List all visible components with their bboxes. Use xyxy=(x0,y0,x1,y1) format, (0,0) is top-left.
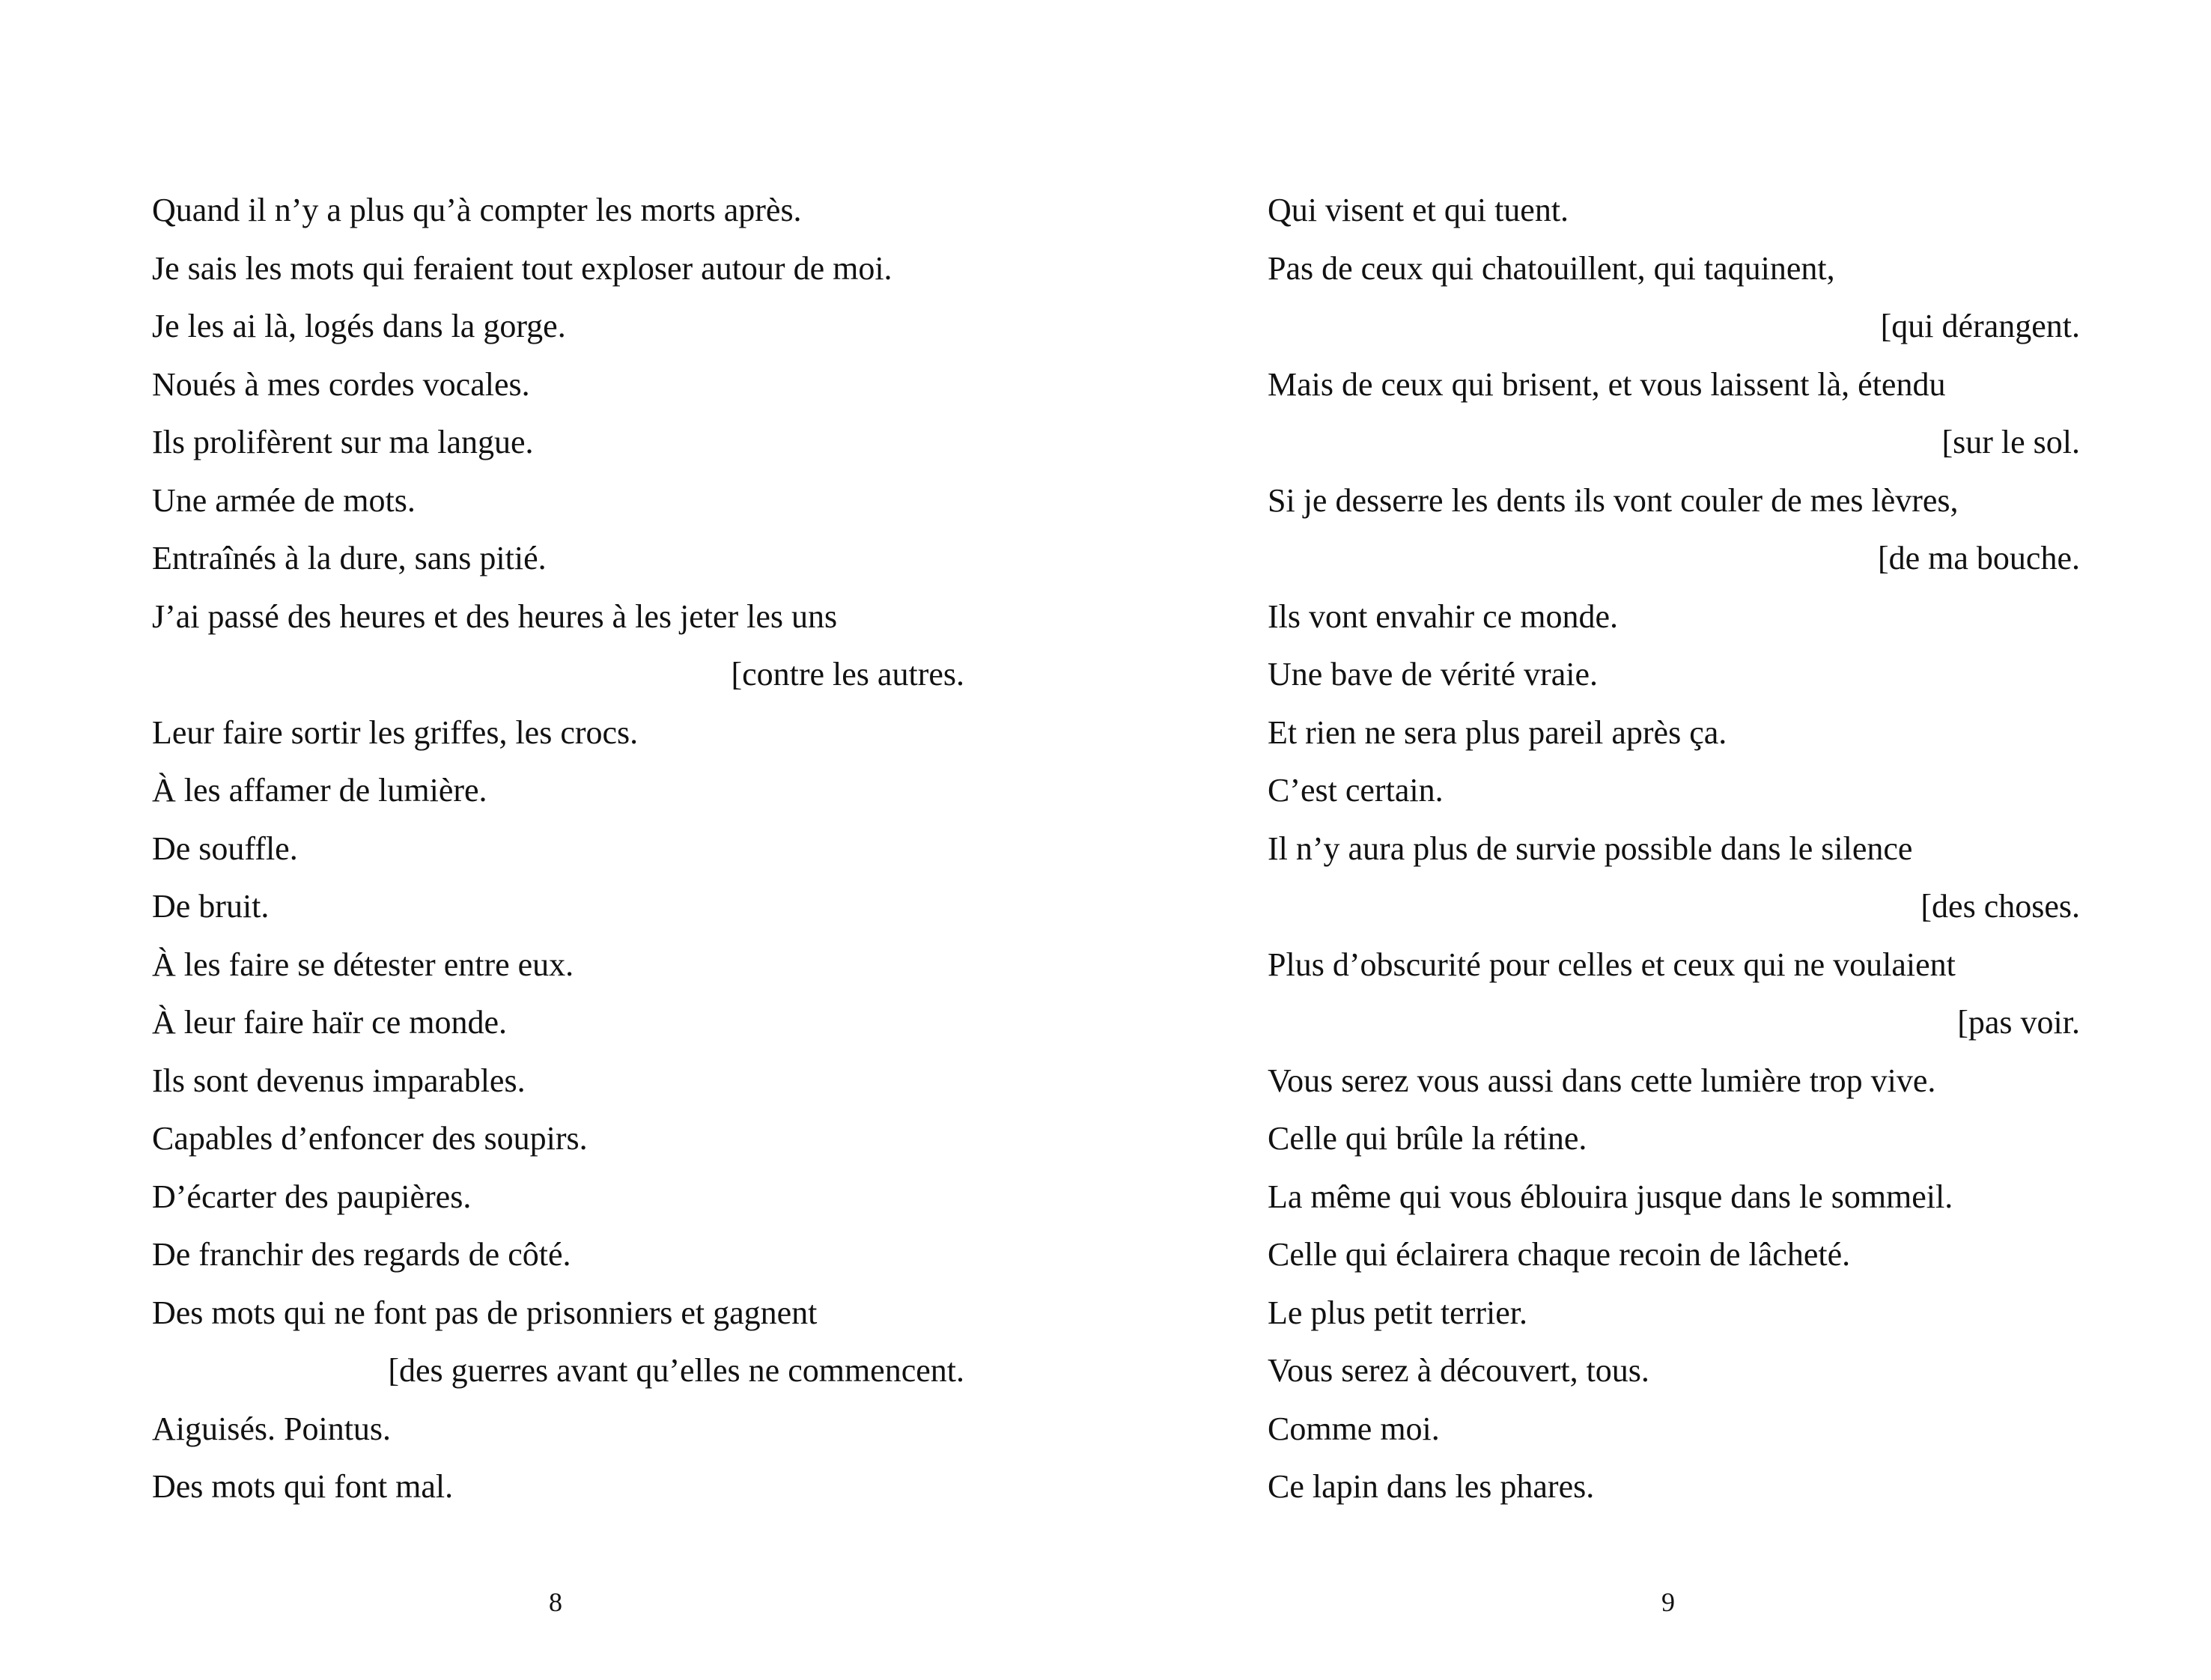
verse-continuation: [qui dérangent. xyxy=(1880,308,2080,344)
verse-line: À les faire se détester entre eux. xyxy=(152,946,574,983)
verse-line: La même qui vous éblouira jusque dans le sommeil. xyxy=(1268,1178,1953,1215)
verse-line: C’est certain. xyxy=(1268,772,1444,809)
page-number-left: 8 xyxy=(549,1587,562,1617)
verse-line: Vous serez à découvert, tous. xyxy=(1268,1352,1649,1389)
verse-line: Quand il n’y a plus qu’à compter les morts après. xyxy=(152,192,802,228)
verse-line: De souffle. xyxy=(152,830,298,867)
verse-continuation: [des choses. xyxy=(1920,888,2080,925)
verse-line: Si je desserre les dents ils vont couler de mes lèvres, xyxy=(1268,481,1959,519)
verse-line: À leur faire haïr ce monde. xyxy=(152,1004,507,1041)
verse-continuation: [des guerres avant qu’elles ne commencent. xyxy=(388,1352,964,1389)
verse-line: Capables d’enfoncer des soupirs. xyxy=(152,1120,588,1157)
poem-lines-right xyxy=(1268,181,2080,1516)
verse-continuation: [sur le sol. xyxy=(1941,424,2080,460)
verse-line: De bruit. xyxy=(152,888,270,925)
left-page xyxy=(0,0,1105,1680)
verse-line: Des mots qui font mal. xyxy=(152,1468,454,1505)
verse-line: Leur faire sortir les griffes, les crocs. xyxy=(152,713,639,751)
verse-line: Je les ai là, logés dans la gorge. xyxy=(152,308,566,344)
page-number-right: 9 xyxy=(1661,1587,1675,1617)
verse-line: Entraînés à la dure, sans pitié. xyxy=(152,540,547,576)
verse-line: Qui visent et qui tuent. xyxy=(1268,192,1569,228)
verse-line: Ils vont envahir ce monde. xyxy=(1268,597,1618,635)
verse-continuation: [pas voir. xyxy=(1957,1004,2080,1041)
verse-line: Le plus petit terrier. xyxy=(1268,1294,1527,1331)
verse-line: D’écarter des paupières. xyxy=(152,1178,472,1215)
verse-line: Comme moi. xyxy=(1268,1410,1440,1447)
verse-line: Mais de ceux qui brisent, et vous laissent là, étendu xyxy=(1268,365,1946,403)
verse-line: Pas de ceux qui chatouillent, qui taquinent, xyxy=(1268,249,1835,287)
verse-line: Ils sont devenus imparables. xyxy=(152,1062,526,1099)
verse-line: Vous serez vous aussi dans cette lumière trop vive. xyxy=(1268,1062,1936,1099)
verse-line: Celle qui éclairera chaque recoin de lâcheté. xyxy=(1268,1236,1851,1273)
verse-line: J’ai passé des heures et des heures à les jeter les uns xyxy=(152,597,838,635)
verse-line: Ce lapin dans les phares. xyxy=(1268,1468,1595,1505)
verse-line: Noués à mes cordes vocales. xyxy=(152,365,530,403)
verse-line: À les affamer de lumière. xyxy=(152,772,487,809)
verse-continuation: [contre les autres. xyxy=(731,656,964,693)
right-page xyxy=(1105,0,2211,1680)
verse-line: Et rien ne sera plus pareil après ça. xyxy=(1268,713,1727,751)
verse-continuation: [de ma bouche. xyxy=(1878,540,2080,576)
verse-line: Plus d’obscurité pour celles et ceux qui ne voulaient xyxy=(1268,946,1956,983)
verse-line: De franchir des regards de côté. xyxy=(152,1236,571,1273)
verse-line: Je sais les mots qui feraient tout exploser autour de moi. xyxy=(152,249,892,287)
poem-lines-left xyxy=(152,181,964,1516)
verse-line: Ils prolifèrent sur ma langue. xyxy=(152,424,534,460)
verse-line: Une bave de vérité vraie. xyxy=(1268,656,1598,693)
verse-line: Une armée de mots. xyxy=(152,481,416,519)
verse-line: Des mots qui ne font pas de prisonniers et gagnent xyxy=(152,1294,818,1331)
verse-line: Celle qui brûle la rétine. xyxy=(1268,1120,1587,1157)
verse-line: Aiguisés. Pointus. xyxy=(152,1410,392,1447)
verse-line: Il n’y aura plus de survie possible dans le silence xyxy=(1268,830,1913,867)
